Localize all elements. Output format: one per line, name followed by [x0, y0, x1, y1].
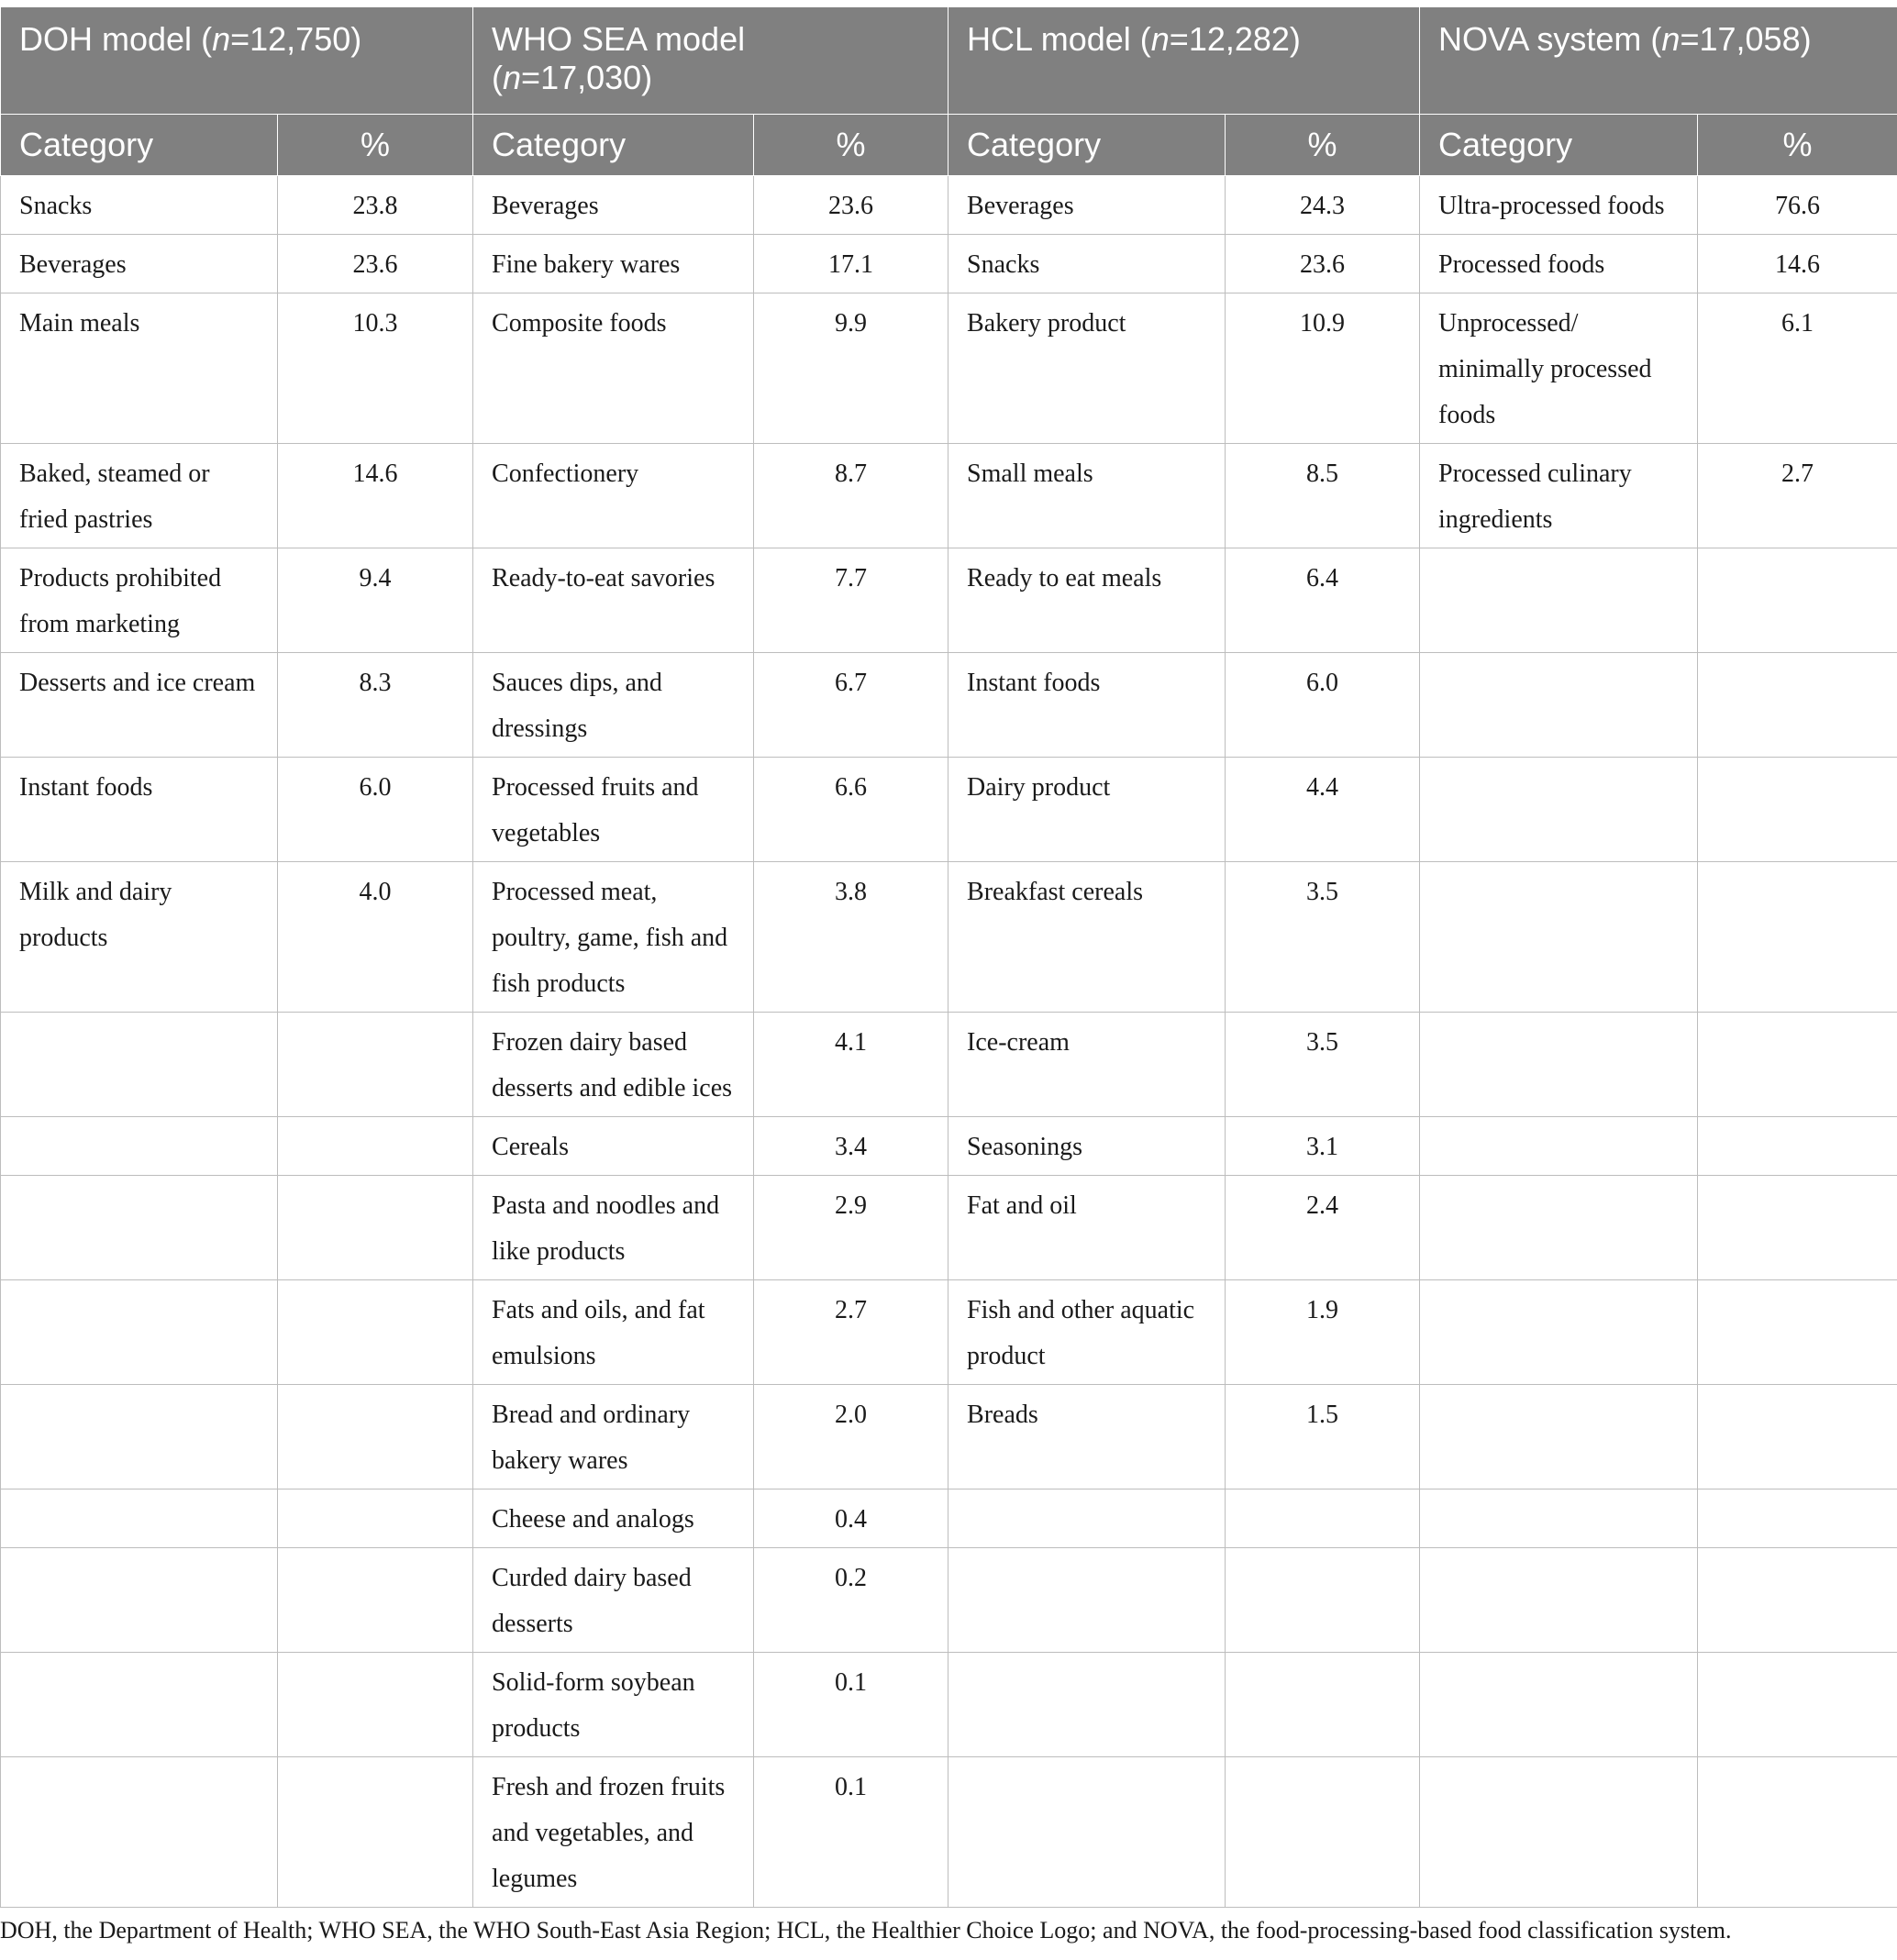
percent-cell-hcl	[1226, 1757, 1420, 1908]
category-cell-doh	[1, 1013, 278, 1117]
group-header-row	[1, 7, 1897, 115]
percent-cell-who-sea: 6.7	[754, 653, 948, 758]
category-cell-who-sea: Frozen dairy based desserts and edible ices	[473, 1013, 754, 1117]
percent-cell-doh: 23.6	[278, 235, 473, 293]
category-cell-hcl: Fish and other aquatic product	[948, 1280, 1226, 1385]
category-cell-hcl: Ready to eat meals	[948, 548, 1226, 653]
table-row	[1, 862, 1897, 1013]
percent-cell-nova: 76.6	[1698, 176, 1897, 235]
category-cell-nova	[1420, 548, 1698, 653]
category-cell-doh	[1, 1176, 278, 1280]
category-cell-doh	[1, 1385, 278, 1489]
category-cell-nova	[1420, 1489, 1698, 1548]
table-row	[1, 293, 1897, 444]
category-distribution-table	[0, 6, 1897, 1908]
category-cell-who-sea: Ready-to-eat savories	[473, 548, 754, 653]
percent-cell-nova: 6.1	[1698, 293, 1897, 444]
category-cell-hcl: Fat and oil	[948, 1176, 1226, 1280]
percent-cell-who-sea: 3.8	[754, 862, 948, 1013]
category-cell-hcl: Breads	[948, 1385, 1226, 1489]
percent-cell-who-sea: 0.1	[754, 1757, 948, 1908]
table-row	[1, 1489, 1897, 1548]
category-cell-hcl: Ice-cream	[948, 1013, 1226, 1117]
category-cell-doh	[1, 1489, 278, 1548]
percent-cell-who-sea: 2.7	[754, 1280, 948, 1385]
percent-cell-doh	[278, 1489, 473, 1548]
group-header-who-sea: WHO SEA model (n=17,030)	[473, 7, 948, 115]
column-header-category: Category	[473, 115, 754, 176]
category-cell-hcl: Breakfast cereals	[948, 862, 1226, 1013]
sub-header-row	[1, 115, 1897, 176]
category-cell-hcl: Beverages	[948, 176, 1226, 235]
category-cell-who-sea: Solid-form soybean products	[473, 1653, 754, 1757]
category-cell-nova	[1420, 862, 1698, 1013]
percent-cell-hcl: 24.3	[1226, 176, 1420, 235]
category-cell-doh: Desserts and ice cream	[1, 653, 278, 758]
column-header-category: Category	[948, 115, 1226, 176]
percent-cell-doh	[278, 1013, 473, 1117]
category-cell-doh: Main meals	[1, 293, 278, 444]
category-cell-hcl: Snacks	[948, 235, 1226, 293]
category-cell-hcl	[948, 1489, 1226, 1548]
category-cell-who-sea: Bread and ordinary bakery wares	[473, 1385, 754, 1489]
category-cell-who-sea: Sauces dips, and dressings	[473, 653, 754, 758]
percent-cell-doh	[278, 1653, 473, 1757]
percent-cell-hcl: 10.9	[1226, 293, 1420, 444]
table-row	[1, 1280, 1897, 1385]
category-cell-who-sea: Composite foods	[473, 293, 754, 444]
table-row	[1, 1757, 1897, 1908]
percent-cell-who-sea: 7.7	[754, 548, 948, 653]
table-row	[1, 758, 1897, 862]
percent-cell-nova	[1698, 1176, 1897, 1280]
table-footnote: DOH, the Department of Health; WHO SEA, the WHO South-East Asia Region; HCL, the Healthier Choice Logo; and NOVA, the food-processing-based food classification system.	[0, 1917, 1732, 1943]
percent-cell-who-sea: 8.7	[754, 444, 948, 548]
percent-cell-doh: 14.6	[278, 444, 473, 548]
percent-cell-who-sea: 2.0	[754, 1385, 948, 1489]
category-cell-nova: Processed foods	[1420, 235, 1698, 293]
table-row	[1, 1548, 1897, 1653]
category-cell-nova	[1420, 1117, 1698, 1176]
percent-cell-nova	[1698, 758, 1897, 862]
percent-cell-doh	[278, 1548, 473, 1653]
column-header-percent: %	[754, 115, 948, 176]
percent-cell-hcl: 6.0	[1226, 653, 1420, 758]
category-cell-hcl: Bakery product	[948, 293, 1226, 444]
table-container	[0, 6, 1897, 1908]
category-cell-hcl	[948, 1653, 1226, 1757]
percent-cell-doh	[278, 1117, 473, 1176]
percent-cell-nova	[1698, 653, 1897, 758]
percent-cell-who-sea: 6.6	[754, 758, 948, 862]
percent-cell-nova	[1698, 862, 1897, 1013]
group-header-doh: DOH model (n=12,750)	[1, 7, 473, 115]
percent-cell-doh: 8.3	[278, 653, 473, 758]
percent-cell-nova	[1698, 1489, 1897, 1548]
table-row	[1, 1013, 1897, 1117]
percent-cell-who-sea: 4.1	[754, 1013, 948, 1117]
table-row	[1, 1176, 1897, 1280]
category-cell-doh: Snacks	[1, 176, 278, 235]
category-cell-who-sea: Fresh and frozen fruits and vegetables, and legumes	[473, 1757, 754, 1908]
table-row	[1, 1385, 1897, 1489]
table-row	[1, 444, 1897, 548]
percent-cell-nova	[1698, 1013, 1897, 1117]
category-cell-doh	[1, 1280, 278, 1385]
table-body	[1, 176, 1897, 1908]
category-cell-hcl	[948, 1548, 1226, 1653]
percent-cell-who-sea: 0.4	[754, 1489, 948, 1548]
column-header-category: Category	[1, 115, 278, 176]
percent-cell-who-sea: 9.9	[754, 293, 948, 444]
percent-cell-doh	[278, 1757, 473, 1908]
percent-cell-doh	[278, 1385, 473, 1489]
category-cell-nova	[1420, 1757, 1698, 1908]
category-cell-nova	[1420, 758, 1698, 862]
percent-cell-nova	[1698, 1653, 1897, 1757]
category-cell-who-sea: Confectionery	[473, 444, 754, 548]
category-cell-hcl: Instant foods	[948, 653, 1226, 758]
category-cell-who-sea: Curded dairy based desserts	[473, 1548, 754, 1653]
category-cell-who-sea: Beverages	[473, 176, 754, 235]
category-cell-doh: Instant foods	[1, 758, 278, 862]
percent-cell-nova	[1698, 1117, 1897, 1176]
group-header-hcl: HCL model (n=12,282)	[948, 7, 1420, 115]
category-cell-who-sea: Processed fruits and vegetables	[473, 758, 754, 862]
category-cell-nova	[1420, 1280, 1698, 1385]
percent-cell-nova	[1698, 1280, 1897, 1385]
category-cell-who-sea: Processed meat, poultry, game, fish and fish products	[473, 862, 754, 1013]
category-cell-nova	[1420, 1176, 1698, 1280]
percent-cell-nova	[1698, 1548, 1897, 1653]
percent-cell-doh	[278, 1280, 473, 1385]
category-cell-who-sea: Pasta and noodles and like products	[473, 1176, 754, 1280]
percent-cell-hcl: 1.5	[1226, 1385, 1420, 1489]
percent-cell-doh	[278, 1176, 473, 1280]
category-cell-doh: Products prohibited from marketing	[1, 548, 278, 653]
percent-cell-who-sea: 0.1	[754, 1653, 948, 1757]
table-row	[1, 548, 1897, 653]
percent-cell-who-sea: 3.4	[754, 1117, 948, 1176]
percent-cell-hcl: 3.5	[1226, 1013, 1420, 1117]
table-row	[1, 1117, 1897, 1176]
category-cell-who-sea: Fats and oils, and fat emulsions	[473, 1280, 754, 1385]
category-cell-who-sea: Cereals	[473, 1117, 754, 1176]
percent-cell-who-sea: 17.1	[754, 235, 948, 293]
column-header-category: Category	[1420, 115, 1698, 176]
category-cell-doh: Milk and dairy products	[1, 862, 278, 1013]
percent-cell-hcl	[1226, 1548, 1420, 1653]
group-header-nova: NOVA system (n=17,058)	[1420, 7, 1897, 115]
table-row	[1, 235, 1897, 293]
category-cell-nova	[1420, 1548, 1698, 1653]
percent-cell-hcl: 8.5	[1226, 444, 1420, 548]
percent-cell-who-sea: 0.2	[754, 1548, 948, 1653]
percent-cell-hcl	[1226, 1489, 1420, 1548]
category-cell-doh	[1, 1117, 278, 1176]
table-row	[1, 1653, 1897, 1757]
percent-cell-doh: 10.3	[278, 293, 473, 444]
category-cell-doh: Beverages	[1, 235, 278, 293]
category-cell-doh	[1, 1757, 278, 1908]
category-cell-nova: Processed culinary ingredients	[1420, 444, 1698, 548]
column-header-percent: %	[1226, 115, 1420, 176]
category-cell-doh	[1, 1653, 278, 1757]
category-cell-hcl: Seasonings	[948, 1117, 1226, 1176]
category-cell-hcl: Small meals	[948, 444, 1226, 548]
category-cell-who-sea: Fine bakery wares	[473, 235, 754, 293]
category-cell-nova	[1420, 1653, 1698, 1757]
table-row	[1, 653, 1897, 758]
category-cell-hcl: Dairy product	[948, 758, 1226, 862]
category-cell-doh: Baked, steamed or fried pastries	[1, 444, 278, 548]
percent-cell-nova	[1698, 1385, 1897, 1489]
category-cell-who-sea: Cheese and analogs	[473, 1489, 754, 1548]
percent-cell-hcl: 1.9	[1226, 1280, 1420, 1385]
percent-cell-nova: 2.7	[1698, 444, 1897, 548]
table-row	[1, 176, 1897, 235]
percent-cell-nova	[1698, 548, 1897, 653]
category-cell-nova: Ultra-processed foods	[1420, 176, 1698, 235]
percent-cell-hcl: 6.4	[1226, 548, 1420, 653]
category-cell-nova: Unprocessed/ minimally processed foods	[1420, 293, 1698, 444]
percent-cell-hcl: 2.4	[1226, 1176, 1420, 1280]
percent-cell-nova	[1698, 1757, 1897, 1908]
category-cell-hcl	[948, 1757, 1226, 1908]
percent-cell-who-sea: 23.6	[754, 176, 948, 235]
category-cell-nova	[1420, 653, 1698, 758]
column-header-percent: %	[278, 115, 473, 176]
percent-cell-doh: 23.8	[278, 176, 473, 235]
category-cell-nova	[1420, 1013, 1698, 1117]
percent-cell-hcl: 23.6	[1226, 235, 1420, 293]
percent-cell-doh: 4.0	[278, 862, 473, 1013]
category-cell-doh	[1, 1548, 278, 1653]
category-cell-nova	[1420, 1385, 1698, 1489]
percent-cell-hcl: 4.4	[1226, 758, 1420, 862]
percent-cell-hcl: 3.1	[1226, 1117, 1420, 1176]
percent-cell-doh: 9.4	[278, 548, 473, 653]
percent-cell-hcl	[1226, 1653, 1420, 1757]
percent-cell-who-sea: 2.9	[754, 1176, 948, 1280]
percent-cell-hcl: 3.5	[1226, 862, 1420, 1013]
percent-cell-doh: 6.0	[278, 758, 473, 862]
percent-cell-nova: 14.6	[1698, 235, 1897, 293]
column-header-percent: %	[1698, 115, 1897, 176]
